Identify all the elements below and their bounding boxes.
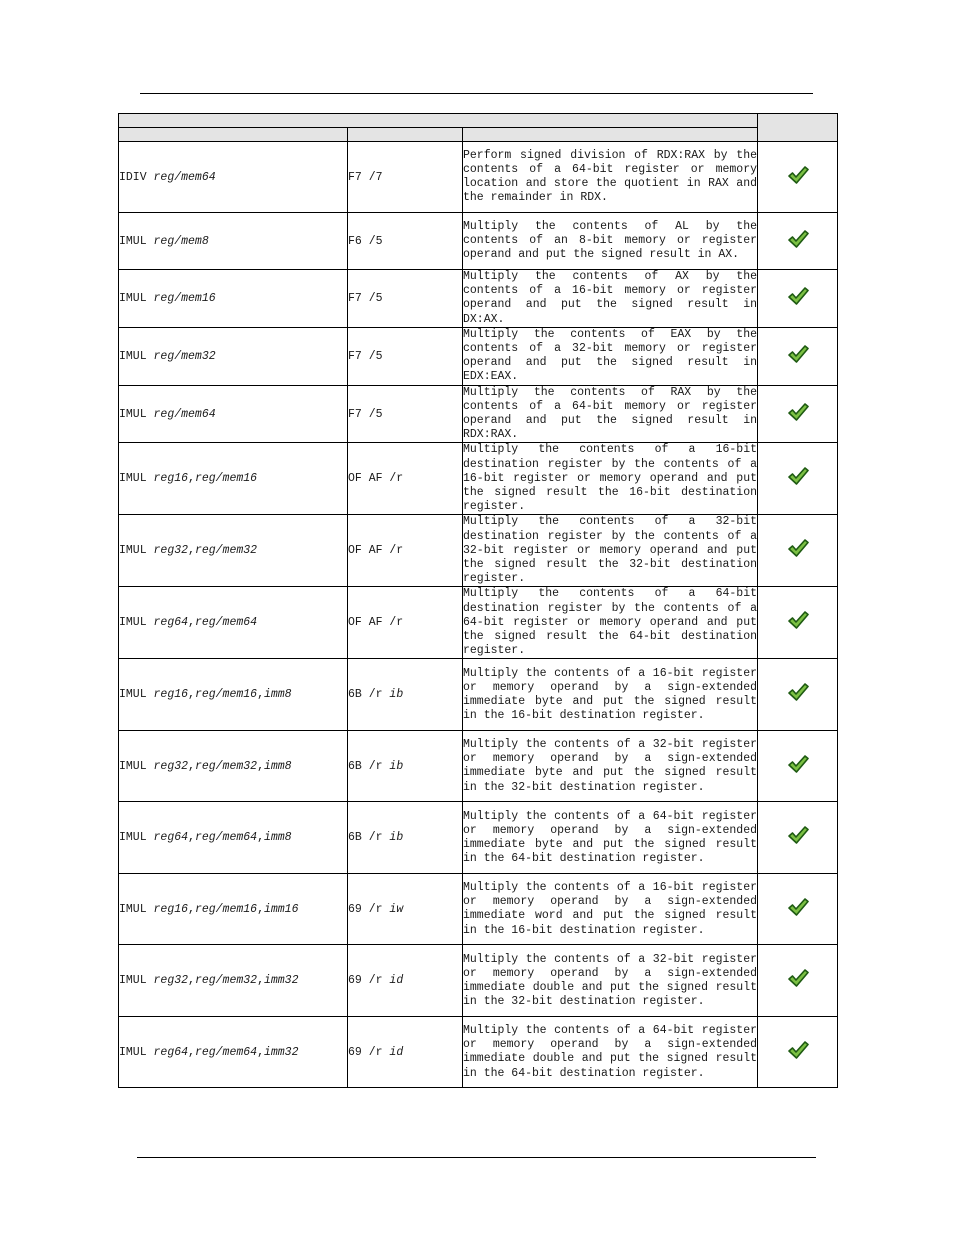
operand: imm16 <box>263 902 299 916</box>
operand: reg16 <box>153 688 189 702</box>
support-cell <box>758 443 838 515</box>
operand: reg/mem8 <box>153 234 209 248</box>
mnemonic: IMUL <box>119 902 147 916</box>
header-cell-opcode <box>348 128 463 142</box>
table-row <box>119 1017 838 1088</box>
opcode-cell <box>348 515 463 587</box>
table-row <box>119 731 838 802</box>
operand: imm8 <box>263 688 292 702</box>
checkmark-icon <box>787 466 809 486</box>
description-cell: Multiply the contents of a 64-bit destination register by the contents of a 64-bit register or memory operand and put the signed result the 64-bit destination register. <box>463 587 758 658</box>
support-cell <box>758 385 838 443</box>
table-row <box>119 385 838 443</box>
description-cell: Multiply the contents of EAX by the contents of a 32-bit memory or register operand and put the signed result in EDX:EAX. <box>463 327 758 384</box>
support-cell <box>758 874 838 945</box>
opcode-cell <box>348 945 463 1017</box>
description-cell: Multiply the contents of AX by the contents of a 16-bit memory or register operand and put the signed result in DX:AX. <box>463 270 758 326</box>
mnemonic: IMUL <box>119 291 147 305</box>
operand: reg32 <box>153 974 189 988</box>
support-cell <box>758 1017 838 1088</box>
operand: , <box>257 974 264 988</box>
description-cell: Multiply the contents of a 32-bit register or memory operand by a sign-extended immediate double and put the signed result in the 32-bit destination register. <box>463 945 758 1017</box>
checkmark-icon <box>787 165 809 185</box>
opcode-part: OF AF /r <box>348 472 404 486</box>
opcode-part: F7 /5 <box>348 407 383 421</box>
table-header <box>119 114 838 142</box>
mnemonic: IMUL <box>119 616 147 630</box>
description-cell: Multiply the contents of a 16-bit register or memory operand by a sign-extended immediate byte and put the signed result in the 16-bit destination register. <box>463 659 758 731</box>
checkmark-icon <box>787 1040 809 1060</box>
operand: reg64 <box>153 616 189 630</box>
table-body <box>119 142 838 1088</box>
operand: reg/mem64 <box>194 1045 258 1059</box>
support-cell <box>758 213 838 270</box>
mnemonic-cell <box>119 385 348 443</box>
operand: , <box>188 831 195 845</box>
checkmark-icon <box>787 286 809 306</box>
operand: reg/mem64 <box>194 831 258 845</box>
operand: , <box>257 902 264 916</box>
operand: reg64 <box>153 1045 189 1059</box>
table-row <box>119 142 838 213</box>
description-cell: Multiply the contents of a 64-bit register or memory operand by a sign-extended immediate double and put the signed result in the 64-bit destination register. <box>463 1017 758 1088</box>
opcode-cell <box>348 874 463 945</box>
mnemonic-cell <box>119 945 348 1017</box>
mnemonic-cell <box>119 443 348 515</box>
opcode-cell <box>348 1017 463 1088</box>
opcode-cell <box>348 659 463 731</box>
opcode-part: 6B /r <box>348 831 390 845</box>
mnemonic-cell <box>119 1017 348 1088</box>
operand: reg32 <box>153 759 189 773</box>
operand: reg/mem16 <box>194 902 258 916</box>
checkmark-icon <box>787 402 809 422</box>
mnemonic-cell <box>119 874 348 945</box>
opcode-part: ib <box>389 759 404 773</box>
operand: , <box>257 759 264 773</box>
mnemonic: IDIV <box>119 170 147 184</box>
checkmark-icon <box>787 682 809 702</box>
operand: reg/mem64 <box>153 170 216 184</box>
table-row <box>119 874 838 945</box>
description-cell: Multiply the contents of a 16-bit register or memory operand by a sign-extended immediate word and put the signed result in the 16-bit destination register. <box>463 874 758 945</box>
support-cell <box>758 587 838 659</box>
mnemonic-cell <box>119 802 348 874</box>
operand: reg/mem16 <box>194 472 258 486</box>
operand: , <box>188 1045 195 1059</box>
mnemonic-cell <box>119 731 348 802</box>
operand: , <box>188 472 195 486</box>
support-cell <box>758 270 838 328</box>
operand: reg32 <box>153 544 189 558</box>
support-cell <box>758 945 838 1017</box>
table-row <box>119 515 838 587</box>
table-row <box>119 270 838 328</box>
operand: reg16 <box>153 902 189 916</box>
description-cell: Multiply the contents of a 64-bit register or memory operand by a sign-extended immediate byte and put the signed result in the 64-bit destination register. <box>463 802 758 874</box>
mnemonic-cell <box>119 142 348 213</box>
description-cell: Multiply the contents of a 32-bit register or memory operand by a sign-extended immediate byte and put the signed result in the 32-bit destination register. <box>463 731 758 802</box>
mnemonic: IMUL <box>119 688 147 702</box>
opcode-part: 69 /r <box>348 902 390 916</box>
opcode-part: OF AF /r <box>348 616 404 630</box>
opcode-part: F7 /5 <box>348 349 383 363</box>
checkmark-icon <box>787 344 809 364</box>
support-cell <box>758 515 838 587</box>
operand: reg64 <box>153 831 189 845</box>
mnemonic-cell <box>119 327 348 385</box>
checkmark-icon <box>787 897 809 917</box>
mnemonic-cell <box>119 213 348 270</box>
operand: , <box>188 544 195 558</box>
operand: , <box>188 616 195 630</box>
table-row <box>119 945 838 1017</box>
checkmark-icon <box>787 754 809 774</box>
table-row <box>119 327 838 385</box>
operand: , <box>188 759 195 773</box>
operand: imm8 <box>263 759 292 773</box>
support-cell <box>758 142 838 213</box>
mnemonic: IMUL <box>119 472 147 486</box>
opcode-part: 6B /r <box>348 759 390 773</box>
mnemonic-cell <box>119 659 348 731</box>
description-cell: Multiply the contents of AL by the contents of an 8-bit memory or register operand and put the signed result in AX. <box>463 213 758 270</box>
header-cell-support <box>758 114 838 142</box>
description-cell: Multiply the contents of RAX by the contents of a 64-bit memory or register operand and put the signed result in RDX:RAX. <box>463 385 758 442</box>
opcode-cell <box>348 587 463 659</box>
operand: reg/mem16 <box>194 688 258 702</box>
header-cell-mnemonic <box>119 128 348 142</box>
opcode-cell <box>348 270 463 328</box>
operand: reg/mem16 <box>153 291 216 305</box>
instruction-table <box>118 113 838 1088</box>
opcode-part: F7 /7 <box>348 170 383 184</box>
description-cell: Multiply the contents of a 32-bit destination register by the contents of a 32-bit register or memory operand and put the signed result the 32-bit destination register. <box>463 515 758 586</box>
operand: reg/mem32 <box>194 544 258 558</box>
operand: reg/mem64 <box>194 616 258 630</box>
table-row <box>119 587 838 659</box>
support-cell <box>758 802 838 874</box>
opcode-part: 6B /r <box>348 688 390 702</box>
opcode-part: ib <box>389 831 404 845</box>
opcode-part: 69 /r <box>348 1045 390 1059</box>
opcode-part: F6 /5 <box>348 234 383 248</box>
table-row <box>119 802 838 874</box>
operand: , <box>257 1045 264 1059</box>
operand: reg16 <box>153 472 189 486</box>
mnemonic: IMUL <box>119 831 147 845</box>
opcode-part: id <box>389 974 404 988</box>
support-cell <box>758 659 838 731</box>
mnemonic: IMUL <box>119 349 147 363</box>
mnemonic: IMUL <box>119 407 147 421</box>
mnemonic: IMUL <box>119 544 147 558</box>
operand: imm8 <box>263 831 292 845</box>
mnemonic-cell <box>119 270 348 328</box>
mnemonic-cell <box>119 587 348 659</box>
checkmark-icon <box>787 538 809 558</box>
checkmark-icon <box>787 968 809 988</box>
header-rule <box>140 93 813 94</box>
operand: , <box>257 688 264 702</box>
opcode-part: id <box>389 1045 404 1059</box>
checkmark-icon <box>787 610 809 630</box>
opcode-part: OF AF /r <box>348 544 404 558</box>
opcode-cell <box>348 802 463 874</box>
mnemonic: IMUL <box>119 759 147 773</box>
header-cell-description <box>463 128 758 142</box>
opcode-cell <box>348 385 463 443</box>
checkmark-icon <box>787 825 809 845</box>
support-cell <box>758 327 838 385</box>
opcode-part: F7 /5 <box>348 291 383 305</box>
opcode-part: 69 /r <box>348 974 390 988</box>
table-row <box>119 443 838 515</box>
table-row <box>119 659 838 731</box>
opcode-cell <box>348 142 463 213</box>
opcode-cell <box>348 327 463 385</box>
operand: , <box>188 902 195 916</box>
mnemonic: IMUL <box>119 1045 147 1059</box>
opcode-cell <box>348 731 463 802</box>
table-row <box>119 213 838 270</box>
operand: reg/mem32 <box>194 974 258 988</box>
operand: , <box>188 974 195 988</box>
footer-rule <box>137 1157 816 1158</box>
opcode-cell <box>348 443 463 515</box>
operand: , <box>188 688 195 702</box>
mnemonic: IMUL <box>119 234 147 248</box>
header-cell-group <box>119 114 758 128</box>
description-cell: Perform signed division of RDX:RAX by the contents of a 64-bit register or memory location and store the quotient in RAX and the remainder in RDX. <box>463 142 758 213</box>
mnemonic: IMUL <box>119 974 147 988</box>
support-cell <box>758 731 838 802</box>
operand: , <box>257 831 264 845</box>
opcode-cell <box>348 213 463 270</box>
operand: imm32 <box>263 974 299 988</box>
operand: reg/mem32 <box>153 349 216 363</box>
operand: reg/mem64 <box>153 407 216 421</box>
operand: imm32 <box>263 1045 299 1059</box>
description-cell: Multiply the contents of a 16-bit destination register by the contents of a 16-bit register or memory operand and put the signed result the 16-bit destination register. <box>463 443 758 514</box>
checkmark-icon <box>787 229 809 249</box>
operand: reg/mem32 <box>194 759 258 773</box>
opcode-part: iw <box>389 902 404 916</box>
mnemonic-cell <box>119 515 348 587</box>
opcode-part: ib <box>389 688 404 702</box>
